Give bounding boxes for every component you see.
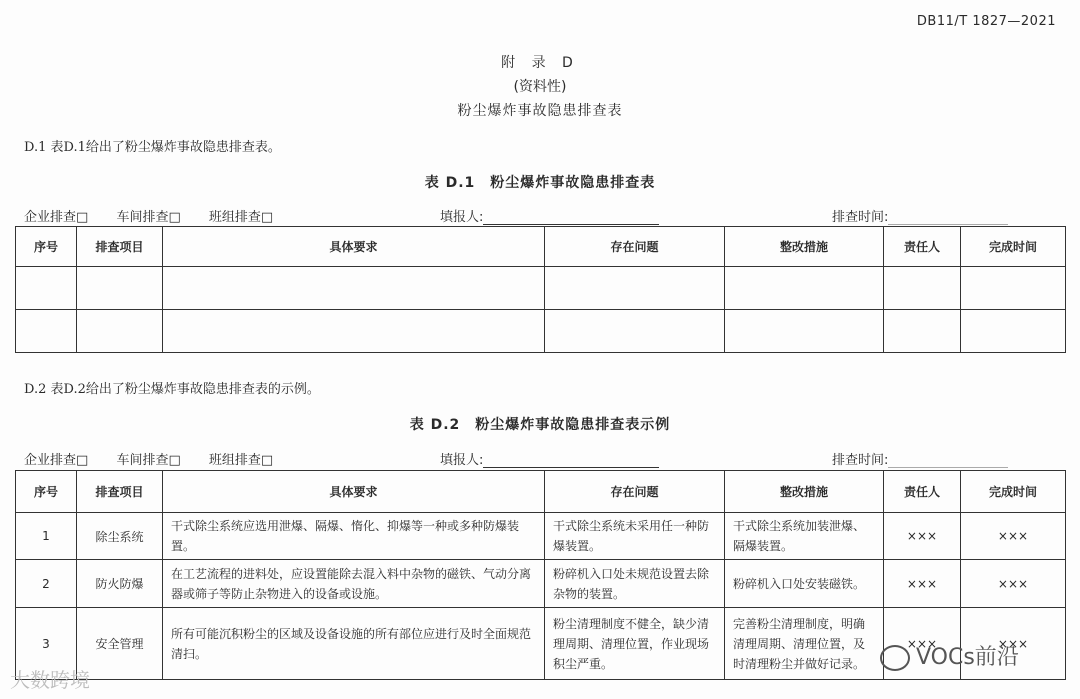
filler-line: [483, 210, 659, 225]
filler-label: 填报人:: [440, 453, 484, 468]
cell-deadline: ×××: [961, 513, 1066, 560]
cell-requirement: 干式除尘系统应选用泄爆、隔爆、惰化、抑爆等一种或多种防爆装置。: [163, 513, 545, 560]
cell-no: 3: [16, 608, 77, 680]
col-no: 序号: [16, 471, 77, 513]
team-check: 班组排查□: [208, 453, 274, 468]
d1-caption: 表 D.1 粉尘爆炸事故隐患排查表: [424, 175, 656, 191]
cell-measure: 干式除尘系统加装泄爆、隔爆装置。: [725, 513, 884, 560]
cell-problem: 干式除尘系统未采用任一种防爆装置。: [545, 513, 725, 560]
col-deadline: 完成时间: [961, 227, 1066, 267]
cell-item: 防火防爆: [77, 560, 163, 608]
enterprise-check: 企业排查□: [24, 210, 89, 225]
col-measure: 整改措施: [725, 227, 884, 267]
check-time-line: [888, 210, 1008, 225]
watermark-right: [880, 640, 1019, 671]
d2-check-options: [24, 449, 273, 468]
cell-item: 除尘系统: [77, 513, 163, 560]
table-row: [16, 513, 1066, 560]
col-requirement: 具体要求: [163, 227, 545, 267]
col-measure: 整改措施: [725, 471, 884, 513]
cell-measure: 完善粉尘清理制度，明确清理周期、清理位置，及时清理粉尘并做好记录。: [725, 608, 884, 680]
col-owner: 责任人: [884, 227, 961, 267]
cell-no: 1: [16, 513, 77, 560]
col-deadline: 完成时间: [961, 471, 1066, 513]
col-item: 排查项目: [77, 227, 163, 267]
check-time-label: 排查时间:: [832, 453, 889, 468]
d1-intro: D.1 表D.1给出了粉尘爆炸事故隐患排查表。: [24, 140, 281, 155]
enterprise-check: 企业排查□: [24, 453, 89, 468]
col-problem: 存在问题: [545, 227, 725, 267]
cell-problem: 粉碎机入口处未规范设置去除杂物的装置。: [545, 560, 725, 608]
col-requirement: 具体要求: [163, 471, 545, 513]
table-row: [16, 310, 1066, 353]
check-time-line: [888, 453, 1008, 468]
wechat-icon: [880, 645, 910, 671]
table-row: [16, 560, 1066, 608]
d1-filler: [440, 206, 659, 225]
cell-deadline: ×××: [961, 560, 1066, 608]
watermark-right-text: VOCs前沿: [916, 645, 1019, 670]
workshop-check: 车间排查□: [116, 453, 181, 468]
filler-line: [483, 453, 659, 468]
col-owner: 责任人: [884, 471, 961, 513]
table-d1: [15, 226, 1066, 353]
workshop-check: 车间排查□: [116, 210, 181, 225]
d2-intro: D.2 表D.2给出了粉尘爆炸事故隐患排查表的示例。: [24, 382, 320, 397]
filler-label: 填报人:: [440, 210, 484, 225]
d2-check-time: [832, 449, 1008, 468]
cell-no: 2: [16, 560, 77, 608]
cell-requirement: 所有可能沉积粉尘的区域及设备设施的所有部位应进行及时全面规范清扫。: [163, 608, 545, 680]
table-header-row: [16, 227, 1066, 267]
cell-owner: ×××: [884, 608, 961, 680]
col-no: 序号: [16, 227, 77, 267]
table-header-row: [16, 471, 1066, 513]
d1-check-time: [832, 206, 1008, 225]
d2-caption: 表 D.2 粉尘爆炸事故隐患排查表示例: [409, 417, 671, 433]
appendix-nature: (资料性): [513, 79, 567, 95]
d2-filler: [440, 449, 659, 468]
check-time-label: 排查时间:: [832, 210, 889, 225]
cell-deadline: ×××: [961, 608, 1066, 680]
team-check: 班组排查□: [208, 210, 274, 225]
watermark-left: 大数跨境: [10, 668, 90, 692]
table-row: [16, 267, 1066, 310]
col-problem: 存在问题: [545, 471, 725, 513]
cell-requirement: 在工艺流程的进料处，应设置能除去混入料中杂物的磁铁、气动分离器或筛子等防止杂物进入的设备或设施。: [163, 560, 545, 608]
cell-owner: ×××: [884, 560, 961, 608]
appendix-subject: 粉尘爆炸事故隐患排查表: [457, 103, 623, 119]
cell-problem: 粉尘清理制度不健全，缺少清理周期、清理位置，作业现场积尘严重。: [545, 608, 725, 680]
cell-item: 安全管理: [77, 608, 163, 680]
col-item: 排查项目: [77, 471, 163, 513]
appendix-title: 附 录 D: [501, 55, 579, 71]
cell-owner: ×××: [884, 513, 961, 560]
cell-measure: 粉碎机入口处安装磁铁。: [725, 560, 884, 608]
d1-check-options: [24, 206, 273, 225]
standard-number: DB11/T 1827—2021: [916, 14, 1056, 29]
